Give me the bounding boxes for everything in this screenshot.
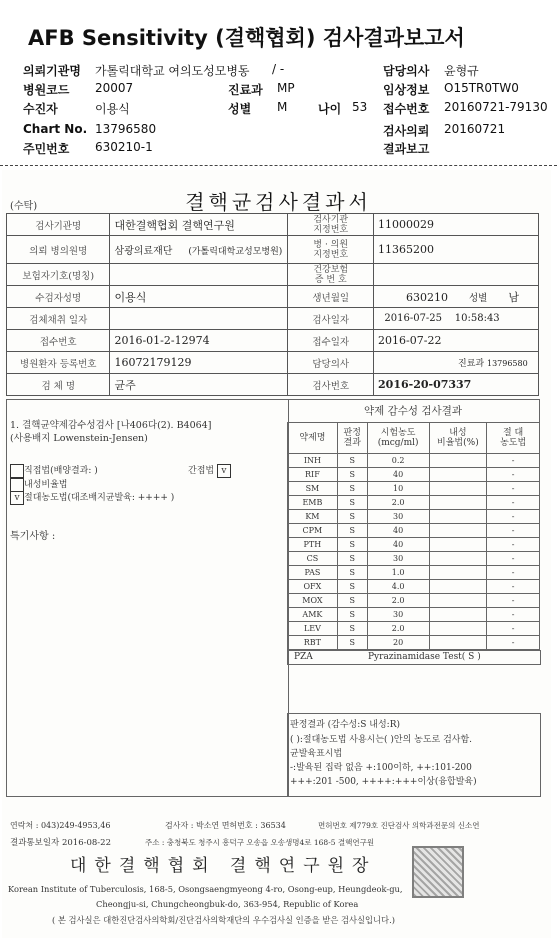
sens-cell: S (337, 594, 367, 608)
sens-cell: EMB (288, 496, 338, 510)
patient-value: 이용식 (95, 102, 130, 116)
lab-name-label: 검사기관명 (7, 214, 110, 236)
divider (0, 165, 557, 167)
sens-cell: MOX (288, 594, 338, 608)
sens-cell: 2.0 (367, 622, 429, 636)
sens-row (288, 510, 540, 524)
sens-row (288, 636, 540, 650)
sens-cell: - (487, 454, 540, 468)
rrn-label: 주민번호 (23, 142, 70, 156)
sens-row (288, 594, 540, 608)
sens-cell (429, 482, 487, 496)
info-table (6, 213, 539, 396)
sens-cell: 30 (367, 608, 429, 622)
sens-cell (429, 552, 487, 566)
recv-value: 20160721-79130 (444, 100, 548, 114)
report-title: 결핵균검사결과서 (185, 190, 372, 214)
dept-label-rep: 진료과 (458, 359, 485, 369)
patient-label: 수진자 (23, 102, 58, 116)
dept-value: MP (277, 81, 295, 95)
req-org-label: 의뢰기관명 (23, 64, 81, 78)
sens-cell (429, 510, 487, 524)
hosp-code-label: 병 · 의원 지정번호 (288, 236, 374, 264)
sens-cell: S (337, 454, 367, 468)
absolute-checkbox: v (10, 491, 24, 505)
dept-value-rep: 13796580 (486, 359, 528, 368)
recv-date-label: 접수일자 (288, 330, 374, 352)
sens-cell: S (337, 538, 367, 552)
birth-label: 생년월일 (288, 286, 374, 308)
sens-cell: 20 (367, 636, 429, 650)
license: 면허번호 제779호 진단검사 의학과전문의 신소연 (318, 821, 480, 830)
specimen-label: 검 체 명 (7, 374, 110, 396)
pza-label: PZA (294, 652, 313, 662)
test-line-2: (사용배지 Lowenstein-Jensen) (10, 433, 148, 444)
sens-cell: RBT (288, 636, 338, 650)
sens-title: 약제 감수성 검사결과 (287, 399, 540, 423)
sens-row (288, 454, 540, 468)
sens-cell: S (337, 580, 367, 594)
sens-cell: AMK (288, 608, 338, 622)
hosp-code-value: 11365200 (374, 236, 539, 264)
sens-header-4: 절 대 농도법 (487, 423, 540, 454)
sens-cell: 10 (367, 482, 429, 496)
sens-cell: - (487, 580, 540, 594)
birth-value: 630210 (406, 290, 448, 304)
sex-value-rep: 남 (508, 290, 519, 304)
pza-row (287, 650, 541, 665)
exam-no-value: 2016-20-07337 (374, 374, 539, 396)
sens-cell: PTH (288, 538, 338, 552)
sens-cell (429, 524, 487, 538)
legend-line-1: 판정결과 (감수성:S 내성:R) (290, 720, 400, 730)
sens-cell: S (337, 468, 367, 482)
doctor-value: 윤형규 (444, 64, 479, 78)
test-line-1: 1. 결핵균약제감수성검사 [나406다(2). B4064] (10, 420, 212, 431)
sens-row (288, 538, 540, 552)
sens-cell (429, 608, 487, 622)
sens-cell (429, 636, 487, 650)
address-en-2: Cheongju-si, Chungcheongbuk-do, 363-954, Republic of Korea (96, 899, 359, 909)
patient-name-value: 이용식 (110, 286, 288, 308)
sens-row (288, 566, 540, 580)
hosp-code-value: 20007 (95, 81, 134, 95)
sens-cell: - (487, 510, 540, 524)
clinical-label: 임상정보 (383, 83, 430, 97)
sens-cell: PAS (288, 566, 338, 580)
age-label: 나이 (318, 102, 342, 116)
sens-cell: S (337, 608, 367, 622)
sex-label-rep: 성별 (468, 292, 488, 304)
recv-no-label: 접수번호 (7, 330, 110, 352)
sensitivity-table (287, 422, 540, 650)
sens-row (288, 580, 540, 594)
sens-cell: - (487, 636, 540, 650)
req-date-label: 검사의뢰 (383, 124, 430, 138)
copy-mark: (수탁) (10, 201, 38, 212)
sex-label: 성별 (228, 102, 252, 116)
sens-cell: 30 (367, 552, 429, 566)
page-title: AFB Sensitivity (결핵협회) 검사결과보고서 (28, 26, 465, 50)
report-date: 결과통보일자 2016-08-22 (10, 838, 111, 848)
recv-date-value: 2016-07-22 (374, 330, 539, 352)
sens-cell: 40 (367, 538, 429, 552)
sens-cell: - (487, 496, 540, 510)
test-date-label: 검사일자 (288, 308, 374, 330)
sens-cell: 0.2 (367, 454, 429, 468)
insurance-no-value (374, 264, 539, 286)
recv-label: 접수번호 (383, 102, 430, 116)
clinical-value: O15TR0TW0 (444, 81, 519, 95)
pza-value: Pyrazinamidase Test( S ) (368, 652, 481, 662)
sens-cell: KM (288, 510, 338, 524)
sens-cell: S (337, 482, 367, 496)
sens-cell: - (487, 608, 540, 622)
recv-no-value: 2016-01-2-12974 (110, 330, 288, 352)
sens-cell: CPM (288, 524, 338, 538)
sens-cell: S (337, 636, 367, 650)
direct-method: 직접법(배양결과: ) (10, 463, 98, 478)
sens-cell (429, 622, 487, 636)
sens-cell: - (487, 524, 540, 538)
sens-cell (429, 468, 487, 482)
sens-cell (429, 580, 487, 594)
sens-cell: 1.0 (367, 566, 429, 580)
lab-code-label: 검사기관 지정번호 (288, 214, 374, 236)
sens-cell (429, 594, 487, 608)
hosp-code-label: 병원코드 (23, 83, 70, 97)
legend-line-2: ( ):절대농도법 사용시는( )안의 농도로 검사함. (290, 735, 473, 745)
org-name: 대한결핵협회 결핵연구원장 (70, 856, 377, 876)
req-org-extra: / - (272, 62, 285, 76)
sens-cell: 4.0 (367, 580, 429, 594)
sens-cell: 2.0 (367, 594, 429, 608)
address-en-1: Korean Institute of Tuberculosis, 168-5, Osongsaengmyeong 4-ro, Osong-eup, Heungdeok-gu, (8, 884, 403, 894)
sens-row (288, 608, 540, 622)
sens-cell: SM (288, 482, 338, 496)
patient-name-label: 수검자성명 (7, 286, 110, 308)
sens-cell: - (487, 552, 540, 566)
sens-cell (429, 496, 487, 510)
legend-line-3: 균발육표시법 (290, 749, 343, 759)
collect-label: 검체채취 일자 (7, 308, 110, 330)
age-value: 53 (352, 100, 368, 114)
sens-cell: - (487, 538, 540, 552)
sens-cell: RIF (288, 468, 338, 482)
sens-cell: S (337, 510, 367, 524)
sens-header-3: 내성 비율법(%) (429, 423, 487, 454)
indirect-checkbox: v (217, 464, 231, 478)
left-panel (6, 399, 289, 797)
chart-value: 13796580 (95, 122, 157, 136)
legend-line-4: -:발육된 집락 없음 +:100이하, ++:101-200 (290, 763, 472, 773)
chart-label: Chart No. (23, 122, 88, 136)
examiner: 검사자 : 박소연 면허번호 : 36534 (165, 821, 286, 830)
sens-cell: S (337, 566, 367, 580)
sens-cell (429, 538, 487, 552)
address-kr: 주소 : 충청북도 청주시 흥덕구 오송읍 오송생명4로 168-5 결핵연구원 (145, 838, 375, 847)
sens-cell: INH (288, 454, 338, 468)
contact: 연락처 : 043)249-4953,46 (10, 821, 111, 830)
sens-cell: - (487, 482, 540, 496)
insured-value (110, 264, 288, 286)
sens-header-0: 약제명 (288, 423, 338, 454)
doctor-label: 담당의사 (383, 64, 430, 78)
hosp-name-label: 의뢰 병의원명 (7, 236, 110, 264)
sens-cell: - (487, 594, 540, 608)
sens-cell: 30 (367, 510, 429, 524)
lab-code-value: 11000029 (374, 214, 539, 236)
insurance-no-label: 건강보험 증 번 호 (288, 264, 374, 286)
sens-cell: OFX (288, 580, 338, 594)
sens-cell: - (487, 566, 540, 580)
sens-header-1: 판정 결과 (337, 423, 367, 454)
hosp-name-value: 삼광의료재단 (114, 246, 173, 257)
hosp-name-note: (가톨릭대학교성모병원) (188, 247, 283, 257)
sens-cell: - (487, 468, 540, 482)
sens-cell (429, 454, 487, 468)
sens-cell: CS (288, 552, 338, 566)
certification-note: ( 본 검사실은 대한진단검사의학회/진단검사의학재단의 우수검사실 인증을 받은 검사실입니다.) (52, 915, 395, 925)
sens-row (288, 496, 540, 510)
sens-cell (429, 566, 487, 580)
collect-value (110, 308, 288, 330)
sens-row (288, 524, 540, 538)
indirect-method: 간접법 v (188, 463, 231, 478)
reg-no-value: 16072179129 (110, 352, 288, 374)
sens-header-2: 시험농도 (mcg/ml) (367, 423, 429, 454)
special-note-label: 특기사항 : (10, 531, 56, 542)
sens-cell: S (337, 622, 367, 636)
insured-label: 보험자기호(명칭) (7, 264, 110, 286)
sens-cell: S (337, 496, 367, 510)
sens-row (288, 482, 540, 496)
rrn-value: 630210-1 (95, 140, 153, 154)
doctor-label-rep: 담당의사 (288, 352, 374, 374)
sens-cell: 2.0 (367, 496, 429, 510)
sens-cell: - (487, 622, 540, 636)
req-org-value: 가톨릭대학교 여의도성모병동 (95, 64, 250, 78)
exam-no-label: 검사번호 (288, 374, 374, 396)
sens-cell: S (337, 552, 367, 566)
sex-value: M (277, 100, 288, 114)
absolute-method: v 절대농도법(대조배지균발육: ++++ ) (10, 490, 174, 505)
result-report-label: 결과보고 (383, 142, 430, 156)
dept-label: 진료과 (228, 83, 263, 97)
sens-cell: S (337, 524, 367, 538)
lab-name-value: 대한결핵협회 결핵연구원 (110, 214, 288, 236)
specimen-value: 균주 (110, 374, 288, 396)
sens-cell: 40 (367, 524, 429, 538)
legend-line-5: +++:201 -500, ++++:+++이상(융합발육) (290, 777, 477, 787)
sens-row (288, 552, 540, 566)
test-date-value: 2016-07-25 (384, 313, 443, 324)
test-time-value: 10:58:43 (454, 313, 500, 324)
sens-row (288, 468, 540, 482)
sens-cell: 40 (367, 468, 429, 482)
direct-checkbox (10, 464, 24, 478)
proportion-method: 내성비율법 (10, 477, 67, 492)
reg-no-label: 병원환자 등록번호 (7, 352, 110, 374)
req-date-value: 20160721 (444, 122, 506, 136)
official-seal (412, 846, 464, 898)
sens-cell: LEV (288, 622, 338, 636)
sens-row (288, 622, 540, 636)
